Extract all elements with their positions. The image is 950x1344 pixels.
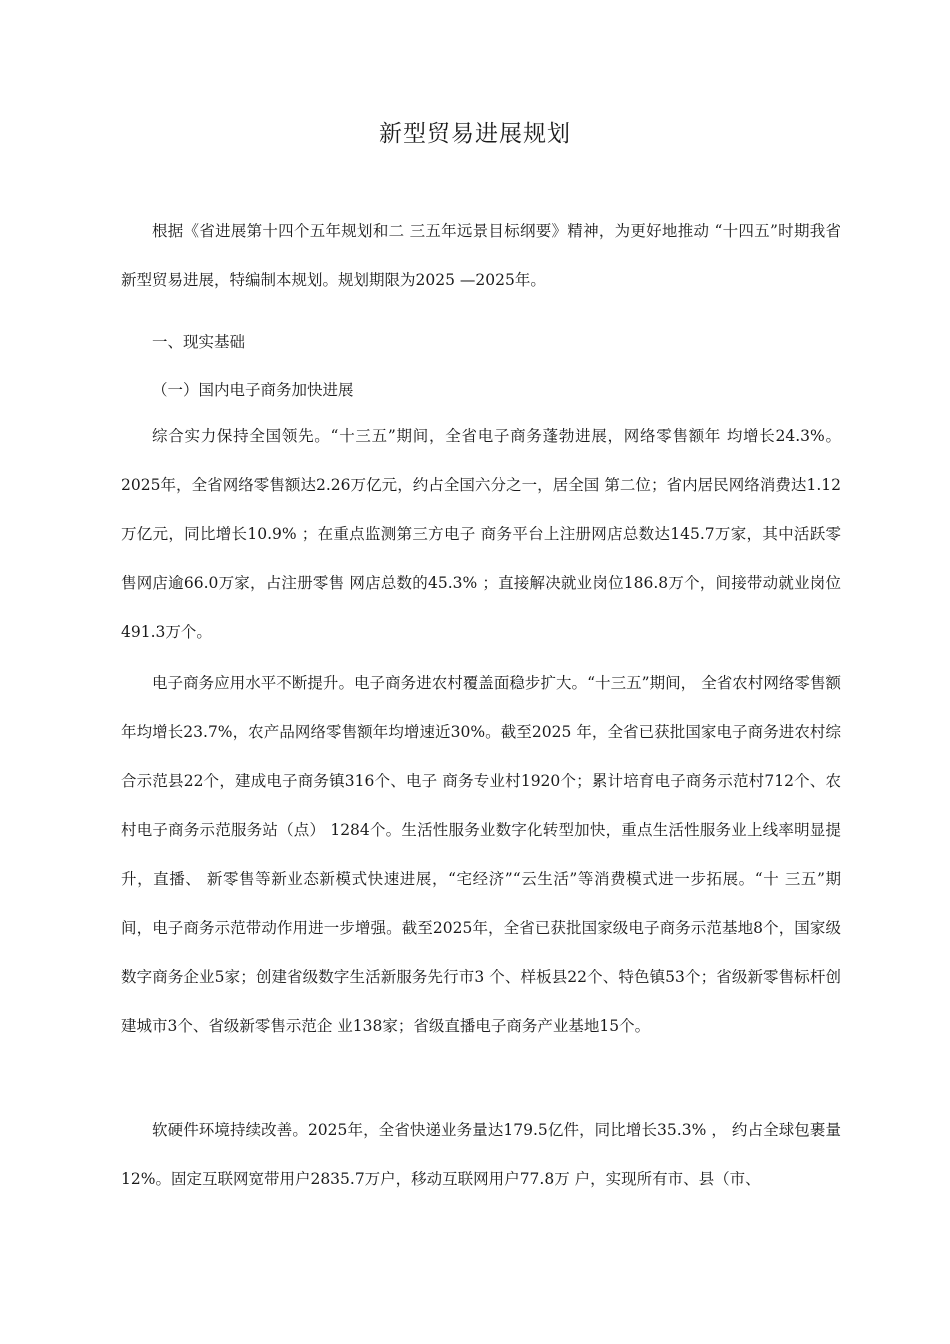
document-title: 新型贸易进展规划 [379, 121, 571, 147]
subsection-heading: （一）国内电子商务加快进展 [152, 381, 354, 399]
section-heading: 一、现实基础 [152, 333, 246, 351]
body-paragraph-environment: 软硬件环境持续改善。2025年，全省快递业务量达179.5亿件，同比增长35.3% ， 约占全球包裹量12%。固定互联网宽带用户2835.7万户，移动互联网用户77.8万 户，实现所有市、县（市、 [121, 1121, 841, 1188]
body-paragraph-application: 电子商务应用水平不断提升。电子商务进农村覆盖面稳步扩大。“十三五”期间， 全省农村网络零售额年均增长23.7%，农产品网络零售额年均增速近30%。截至2025 年，全省已获批国家电子商务进农村综合示范县22个，建成电子商务镇316个、电子 商务专业村1920个；累计培育电子商务示范村712个、农村电子商务示范服务站（点） 1284个。生活性服务业数字化转型加快，重点生活性服务业上线率明显提升，直播、 新零售等新业态新模式快速进展，“宅经济”“云生活”等消费模式进一步拓展。“十 三五”期间，电子商务示范带动作用进一步增强。截至2025年，全省已获批国家级电子商务示范基地8个，国家级数字商务企业5家；创建省级数字生活新服务先行市3 个、样板县22个、特色镇53个；省级新零售标杆创建城市3个、省级新零售示范企 业138家；省级直播电子商务产业基地15个。 [121, 674, 841, 1035]
intro-paragraph: 根据《省进展第十四个五年规划和二 三五年远景目标纲要》精神，为更好地推动 “十四五”时期我省新型贸易进展，特编制本规划。规划期限为2025 —2025年。 [121, 222, 841, 289]
body-paragraph-strength: 综合实力保持全国领先。“十三五”期间，全省电子商务蓬勃进展，网络零售额年 均增长24.3%。2025年，全省网络零售额达2.26万亿元，约占全国六分之一，居全国 第二位；省内居民网络消费达1.12万亿元，同比增长10.9% ；在重点监测第三方电子 商务平台上注册网店总数达145.7万家，其中活跃零售网店逾66.0万家，占注册零售 网店总数的45.3% ；直接解决就业岗位186.8万个，间接带动就业岗位491.3万个。 [121, 427, 841, 641]
